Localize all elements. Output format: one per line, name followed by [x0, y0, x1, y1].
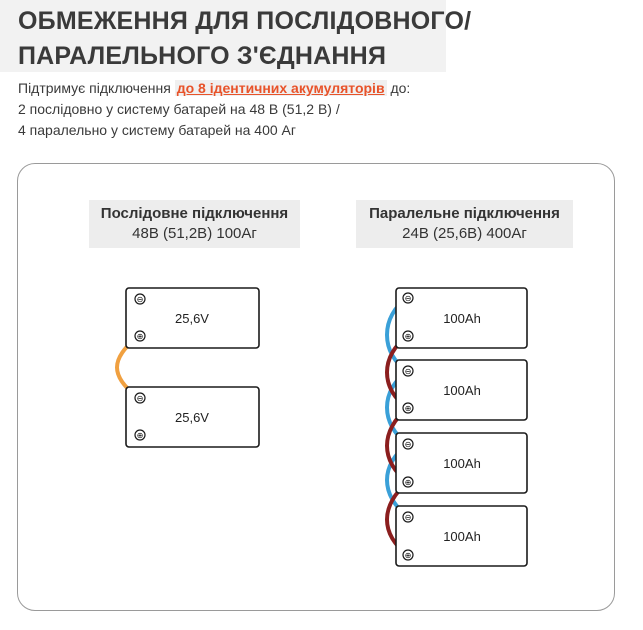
intro-line-3: 4 паралельно у систему батарей на 400 Аг — [18, 122, 296, 138]
parallel-battery-2 — [396, 360, 527, 420]
parallel-battery-1-label: 100Ah — [443, 311, 481, 326]
series-battery-1-label: 25,6V — [175, 311, 209, 326]
positive-terminal-symbol: ⊕ — [404, 404, 412, 413]
positive-terminal-symbol: ⊕ — [404, 551, 412, 560]
negative-terminal-symbol: ⊖ — [404, 513, 412, 522]
page-title-line-1: ОБМЕЖЕННЯ ДЛЯ ПОСЛІДОВНОГО/ — [18, 7, 472, 35]
series-title: Послідовне підключення — [100, 205, 289, 222]
negative-terminal-symbol: ⊖ — [404, 440, 412, 449]
positive-terminal-symbol: ⊕ — [404, 478, 412, 487]
negative-terminal-symbol: ⊖ — [404, 367, 412, 376]
intro-highlight: до 8 ідентичних акумуляторів — [176, 80, 385, 96]
negative-terminal-symbol: ⊖ — [136, 394, 144, 403]
positive-terminal-symbol: ⊕ — [136, 332, 144, 341]
series-battery-2-label: 25,6V — [175, 410, 209, 425]
parallel-battery-3 — [396, 433, 527, 493]
negative-terminal-symbol: ⊖ — [404, 294, 412, 303]
negative-terminal-symbol: ⊖ — [136, 295, 144, 304]
intro-suffix: до: — [386, 80, 411, 96]
intro-line-2: 2 послідовно у систему батарей на 48 В (51,2 В) / — [18, 101, 340, 117]
page-title-line-2: ПАРАЛЕЛЬНОГО З'ЄДНАННЯ — [18, 42, 387, 70]
parallel-battery-2-label: 100Ah — [443, 383, 481, 398]
positive-terminal-symbol: ⊕ — [136, 431, 144, 440]
parallel-battery-4 — [396, 506, 527, 566]
series-battery-1 — [126, 288, 259, 348]
series-subtitle: 48В (51,2В) 100Аг — [132, 225, 257, 242]
intro-prefix: Підтримує підключення — [18, 80, 175, 96]
series-battery-2 — [126, 387, 259, 447]
parallel-battery-3-label: 100Ah — [443, 456, 481, 471]
parallel-battery-4-label: 100Ah — [443, 529, 481, 544]
parallel-title: Паралельне підключення — [369, 205, 560, 222]
parallel-subtitle: 24В (25,6В) 400Аг — [402, 225, 527, 242]
positive-terminal-symbol: ⊕ — [404, 332, 412, 341]
parallel-battery-1 — [396, 288, 527, 348]
